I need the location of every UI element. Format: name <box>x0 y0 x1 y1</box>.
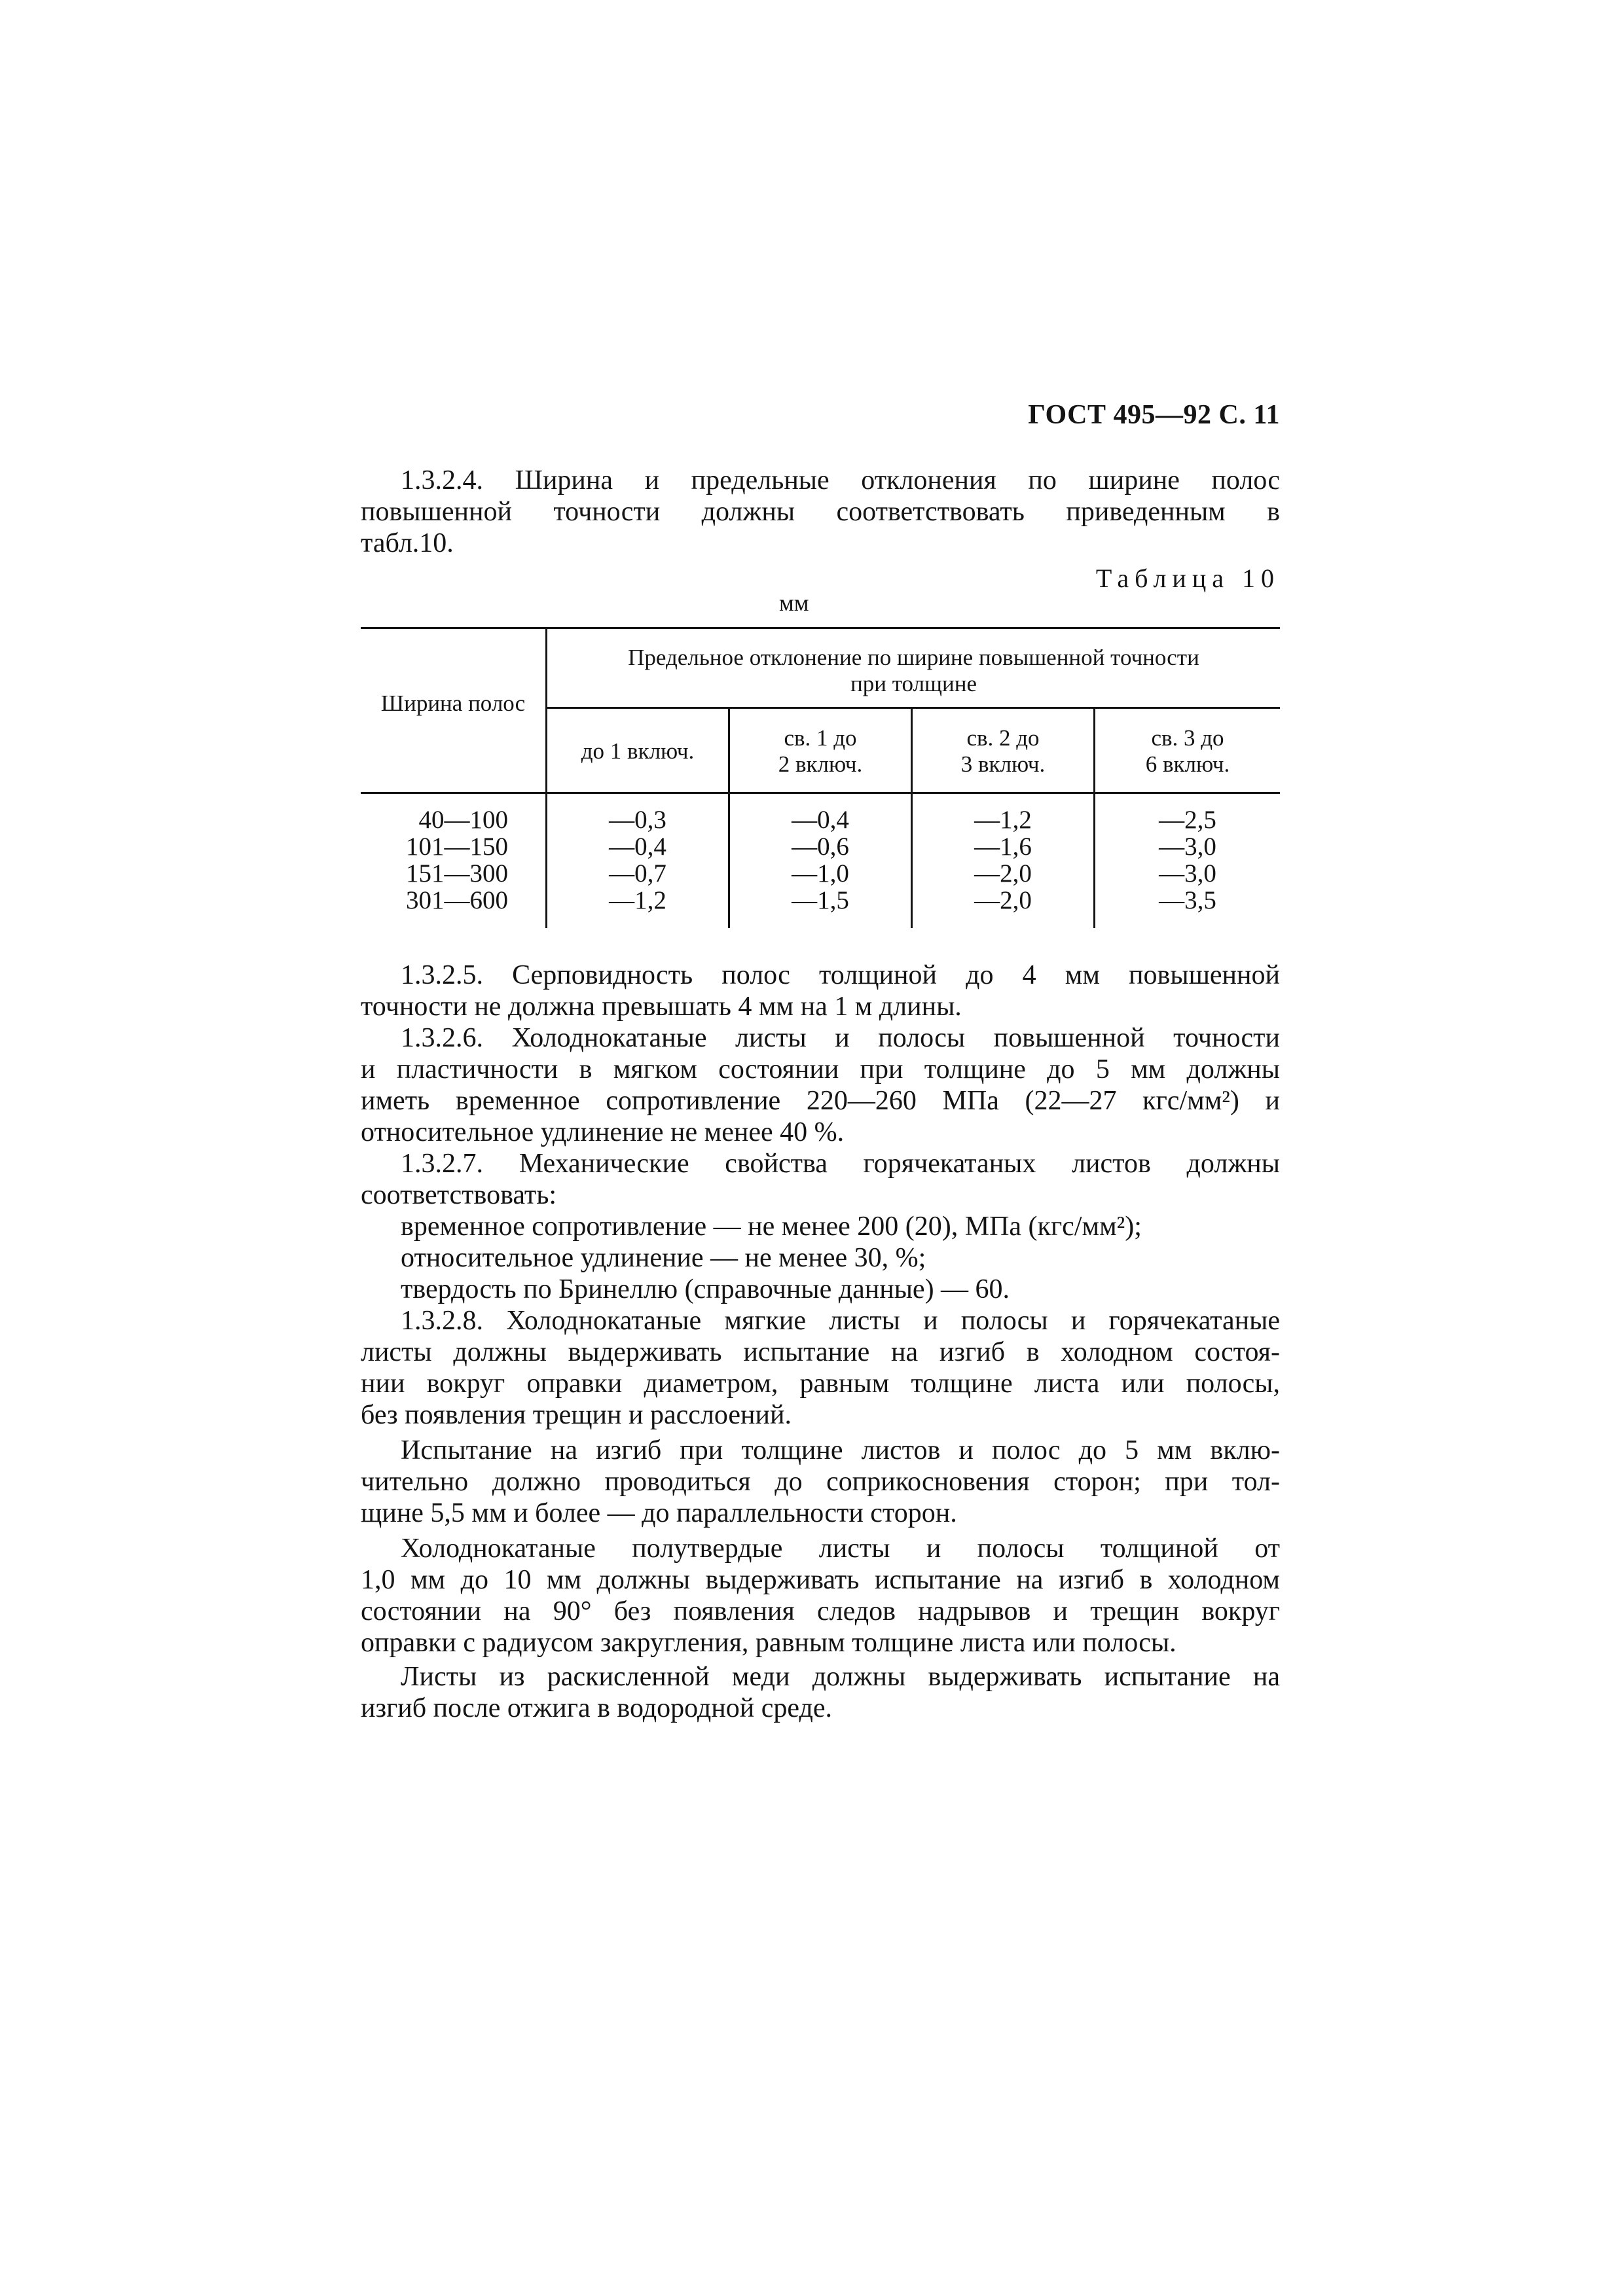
paragraph-1-3-2-7 <box>361 1148 1280 1211</box>
text-line: без появления трещин и расслоений. <box>361 1400 792 1430</box>
paragraph-1-3-2-8 <box>361 1305 1280 1431</box>
cell-width: 101—150 <box>406 833 508 861</box>
cell-value: —0,6 <box>792 833 849 861</box>
subheader-line: 3 включ. <box>960 751 1046 777</box>
text-line: и пластичности в мягком состоянии при толщине до 5 мм должны <box>361 1054 1280 1085</box>
text-line: нии вокруг оправки диаметром, равным толщине листа или полосы, <box>361 1369 1280 1399</box>
cell-value: —1,0 <box>792 859 849 888</box>
cell-value: —2,0 <box>974 859 1032 888</box>
text-line: состоянии на 90° без появления следов надрывов и трещин вокруг <box>361 1596 1280 1626</box>
paragraph-bend-test <box>361 1435 1280 1529</box>
subheader-line: св. 3 до <box>1151 725 1224 751</box>
subheader-line: 2 включ. <box>778 751 863 777</box>
list-item: твердость по Бринеллю (справочные данные) — 60. <box>401 1274 1010 1304</box>
table-mid-rule <box>547 707 1280 709</box>
table-head-rule <box>361 792 1280 794</box>
subheader-cell <box>547 738 728 764</box>
text-line: Испытание на изгиб при толщине листов и полос до 5 мм вклю- <box>401 1435 1280 1465</box>
paragraph-1-3-2-5 <box>361 960 1280 1022</box>
subheader-cell <box>913 725 1093 778</box>
text-line: 1.3.2.6. Холоднокатаные листы и полосы повышенной точности <box>401 1023 1280 1053</box>
text-line: Холоднокатаные полутвердые листы и полосы толщиной от <box>401 1534 1280 1564</box>
page-header: ГОСТ 495—92 С. 11 <box>1028 400 1280 430</box>
cell-value: —0,7 <box>609 859 666 888</box>
text-line: 1.3.2.7. Механические свойства горячекатаных листов должны <box>401 1149 1280 1179</box>
cell-value: —2,5 <box>1159 806 1216 834</box>
cell-width: 40—100 <box>418 806 508 834</box>
subheader-cell <box>730 725 911 778</box>
text-line: 1,0 мм до 10 мм должны выдерживать испытание на изгиб в холодном <box>361 1565 1280 1595</box>
subheader-line: св. 1 до <box>784 725 857 751</box>
header-group-line: Предельное отклонение по ширине повышенной точности <box>628 645 1199 670</box>
text-line: относительное удлинение не менее 40 %. <box>361 1117 845 1147</box>
text-line: 1.3.2.4. Ширина и предельные отклонения по ширине полос <box>401 465 1280 495</box>
text-line: 1.3.2.8. Холоднокатаные мягкие листы и полосы и горячекатаные <box>401 1306 1280 1336</box>
cell-value: —1,2 <box>609 886 666 914</box>
text-line: оправки с радиусом закругления, равным толщине листа или полосы. <box>361 1628 1176 1658</box>
table-top-rule <box>361 627 1280 629</box>
cell-value: —1,2 <box>974 806 1032 834</box>
subheader-line: 6 включ. <box>1145 751 1230 777</box>
text-line: точности не должна превышать 4 мм на 1 м длины. <box>361 992 962 1022</box>
header-group-line: при толщине <box>850 671 977 696</box>
cell-value: —2,0 <box>974 886 1032 914</box>
paragraph-1-3-2-4 <box>361 465 1280 559</box>
cell-value: —3,5 <box>1159 886 1216 914</box>
text-line: чительно должно проводиться до соприкосновения сторон; при тол- <box>361 1467 1280 1497</box>
cell-value: —1,6 <box>974 833 1032 861</box>
cell-value: —3,0 <box>1159 833 1216 861</box>
cell-value: —3,0 <box>1159 859 1216 888</box>
text-line: изгиб после отжига в водородной среде. <box>361 1693 832 1723</box>
table-units: мм <box>779 590 809 616</box>
text-line: табл.10. <box>361 528 454 558</box>
paragraph-semi-hard <box>361 1533 1280 1659</box>
header-width-column: Ширина полос <box>380 691 526 716</box>
cell-value: —1,5 <box>792 886 849 914</box>
text-line: листы должны выдерживать испытание на изгиб в холодном состоя- <box>361 1337 1280 1367</box>
text-line: соответствовать: <box>361 1180 557 1210</box>
list-item: относительное удлинение — не менее 30, %; <box>401 1243 926 1273</box>
cell-width: 151—300 <box>406 859 508 888</box>
cell-value: —0,4 <box>609 833 666 861</box>
cell-value: —0,4 <box>792 806 849 834</box>
header-group <box>547 645 1280 697</box>
text-line: 1.3.2.5. Серповидность полос толщиной до 4 мм повышенной <box>401 960 1280 990</box>
list-item: временное сопротивление — не менее 200 (20), МПа (кгс/мм²); <box>401 1211 1142 1242</box>
table-caption: Таблица 10 <box>1095 564 1280 593</box>
cell-width: 301—600 <box>406 886 508 914</box>
text-line: иметь временное сопротивление 220—260 МПа (22—27 кгс/мм²) и <box>361 1086 1280 1116</box>
text-line: щине 5,5 мм и более — до параллельности сторон. <box>361 1498 957 1528</box>
cell-value: —0,3 <box>609 806 666 834</box>
subheader-line: до 1 включ. <box>581 738 695 764</box>
subheader-cell <box>1095 725 1280 778</box>
text-line: Листы из раскисленной меди должны выдерживать испытание на <box>401 1662 1280 1692</box>
paragraph-1-3-2-6 <box>361 1022 1280 1148</box>
text-line: повышенной точности должны соответствовать приведенным в <box>361 497 1280 527</box>
subheader-line: св. 2 до <box>966 725 1040 751</box>
paragraph-deoxidized-copper <box>361 1661 1280 1724</box>
mechanical-properties-list <box>361 1211 1280 1305</box>
